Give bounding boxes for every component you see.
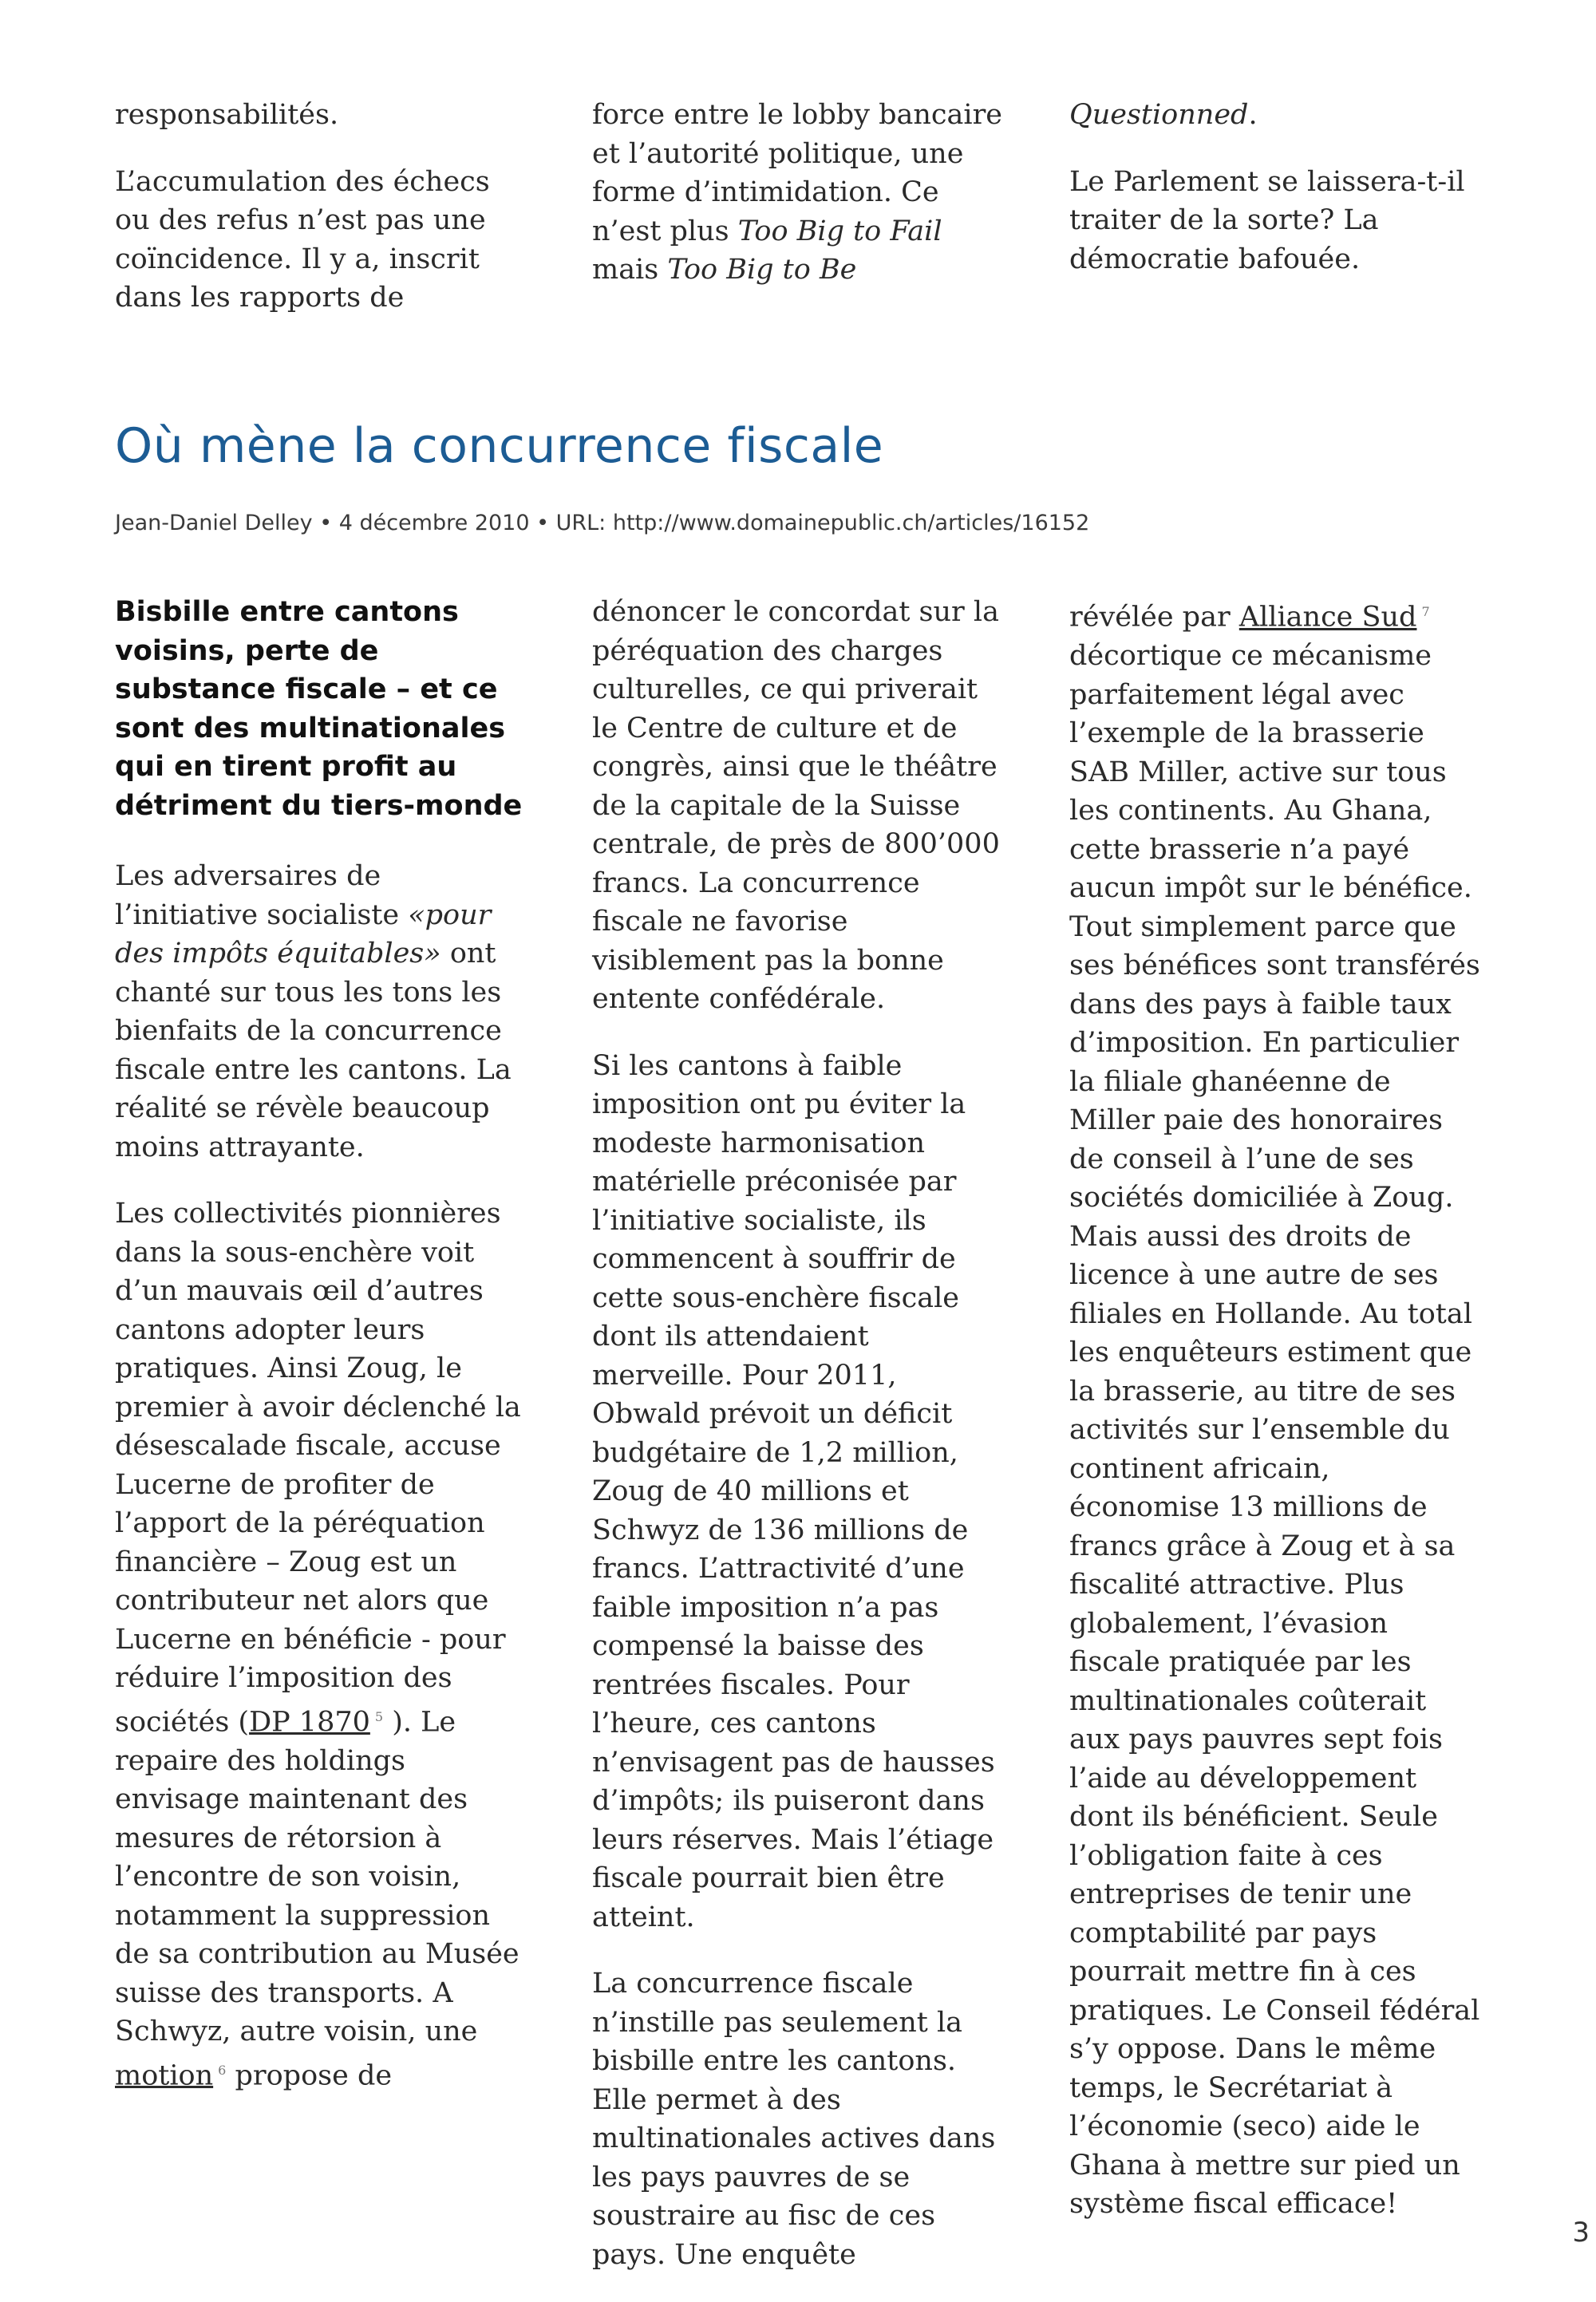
footnote-marker: 5 xyxy=(374,1708,384,1724)
paragraph: Questionned. xyxy=(1069,99,1258,131)
emphasis-text: «pour des impôts équitables» xyxy=(115,898,492,969)
footnote-marker: 7 xyxy=(1421,604,1430,619)
footnote-marker: 6 xyxy=(218,2062,227,2078)
paragraph: La concurrence fiscale n’instille pas seulement la bisbille entre les cantons. Elle permet à des multinationales actives dans les pays pauvres de se soustraire au fisc de ces pays. Une enquête xyxy=(592,1968,996,2271)
paragraph: L’accumulation des échecs ou des refus n’est pas une coïncidence. Il y a, inscrit dans les rapports de xyxy=(115,165,490,314)
article-column-3 xyxy=(1069,593,1484,2252)
paragraph: Le Parlement se laissera-t-il traiter de la sorte? La démocratie bafouée. xyxy=(1069,165,1465,275)
alliance-sud-link[interactable]: Alliance Sud xyxy=(1238,601,1417,634)
prev-article-column-1 xyxy=(115,96,530,345)
paragraph: responsabilités. xyxy=(115,99,339,131)
page-number: 3 xyxy=(1572,2217,1590,2249)
motion-link[interactable]: motion xyxy=(115,2059,214,2092)
paragraph: force entre le lobby bancaire et l’autorité politique, une forme d’intimidation. Ce n’est plus Too Big to Fail mais Too Big to Be xyxy=(592,99,1003,286)
paragraph: Les adversaires de l’initiative socialiste «pour des impôts équitables» ont chanté sur tous les tons les bienfaits de la concurrence fiscale entre les cantons. La réalité se révèle beaucoup moins attrayante. xyxy=(115,860,512,1163)
paragraph: révélée par Alliance Sud $^7$ décortique ce mécanisme parfaitement légal avec l’exemple de la brasserie SAB Miller, active sur tous les continents. Au Ghana, cette brasserie n’a payé aucun impôt sur le bénéfice. Tout simplement parce que ses bénéfices sont transférés dans des pays à faible taux d’imposition. En particulier la filiale ghanéenne de Miller paie des honoraires de conseil à l’une de ses sociétés domiciliée à Zoug. Mais aussi des droits de licence à une autre de ses filiales en Hollande. Au total les enquêteurs estiment que la brasserie, au titre de ses activités sur l’ensemble du continent africain, économise 13 millions de francs grâce à Zoug et à sa fiscalité attractive. Plus globalement, l’évasion fiscale pratiquée par les multinationales coûterait aux pays pauvres sept fois l’aide au développement dont ils bénéficient. Seule l’obligation faite à ces entreprises de tenir une comptabilité par pays pourrait mettre fin à ces pratiques. Le Conseil fédéral s’y oppose. Dans le même temps, le Secrétariat à l’économie (seco) aide le Ghana à mettre sur pied un système fiscal efficace! xyxy=(1069,601,1480,2221)
paragraph: dénoncer le concordat sur la péréquation des charges culturelles, ce qui priverait le Centre de culture et de congrès, ainsi que le théâtre de la capitale de la Suisse centrale, de près de 800’000 francs. La concurrence fiscale ne favorise visiblement pas la bonne entente confédérale. xyxy=(592,596,1000,1015)
prev-article-column-3 xyxy=(1069,96,1484,306)
article-byline: Jean-Daniel Delley • 4 décembre 2010 • URL: http://www.domainepublic.ch/articles/16152 xyxy=(115,511,1090,535)
article-lead: Bisbille entre cantons voisins, perte de substance fiscale – et ce sont des multinationales qui en tirent profit au détriment du tiers-monde xyxy=(115,596,523,822)
dp-1870-link[interactable]: DP 1870 xyxy=(249,1706,370,1739)
emphasis-text: Too Big to Fail xyxy=(737,215,942,247)
emphasis-text: Questionned xyxy=(1069,99,1249,131)
article-column-1 xyxy=(115,593,530,2123)
emphasis-text: Too Big to Be xyxy=(667,254,857,286)
paragraph: Si les cantons à faible imposition ont pu éviter la modeste harmonisation matérielle préconisée par l’initiative socialiste, ils commencent à souffrir de cette sous-enchère fiscale dont ils attendaient merveille. Pour 2011, Obwald prévoit un déficit budgétaire de 1,2 million, Zoug de 40 millions et Schwyz de 136 millions de francs. L’attractivité d’une faible imposition n’a pas compensé la baisse des rentrées fiscales. Pour l’heure, ces cantons n’envisagent pas de hausses d’impôts; ils puiseront dans leurs réserves. Mais l’étiage fiscale pourrait bien être atteint. xyxy=(592,1049,995,1933)
prev-article-column-2 xyxy=(592,96,1007,318)
article-column-2 xyxy=(592,593,1007,2302)
article-title: Où mène la concurrence fiscale xyxy=(115,418,884,474)
paragraph: Les collectivités pionnières dans la sous-enchère voit d’un mauvais œil d’autres cantons adopter leurs pratiques. Ainsi Zoug, le premier à avoir déclenché la désescalade fiscale, accuse Lucerne de profiter de l’apport de la péréquation financière – Zoug est un contributeur net alors que Lucerne en bénéficie - pour réduire l’imposition des sociétés (DP 1870 $^5$ ). Le repaire des holdings envisage maintenant des mesures de rétorsion à l’encontre de son voisin, notamment la suppression de sa contribution au Musée suisse des transports. A Schwyz, autre voisin, une motion $^6$ propose de xyxy=(115,1198,521,2092)
